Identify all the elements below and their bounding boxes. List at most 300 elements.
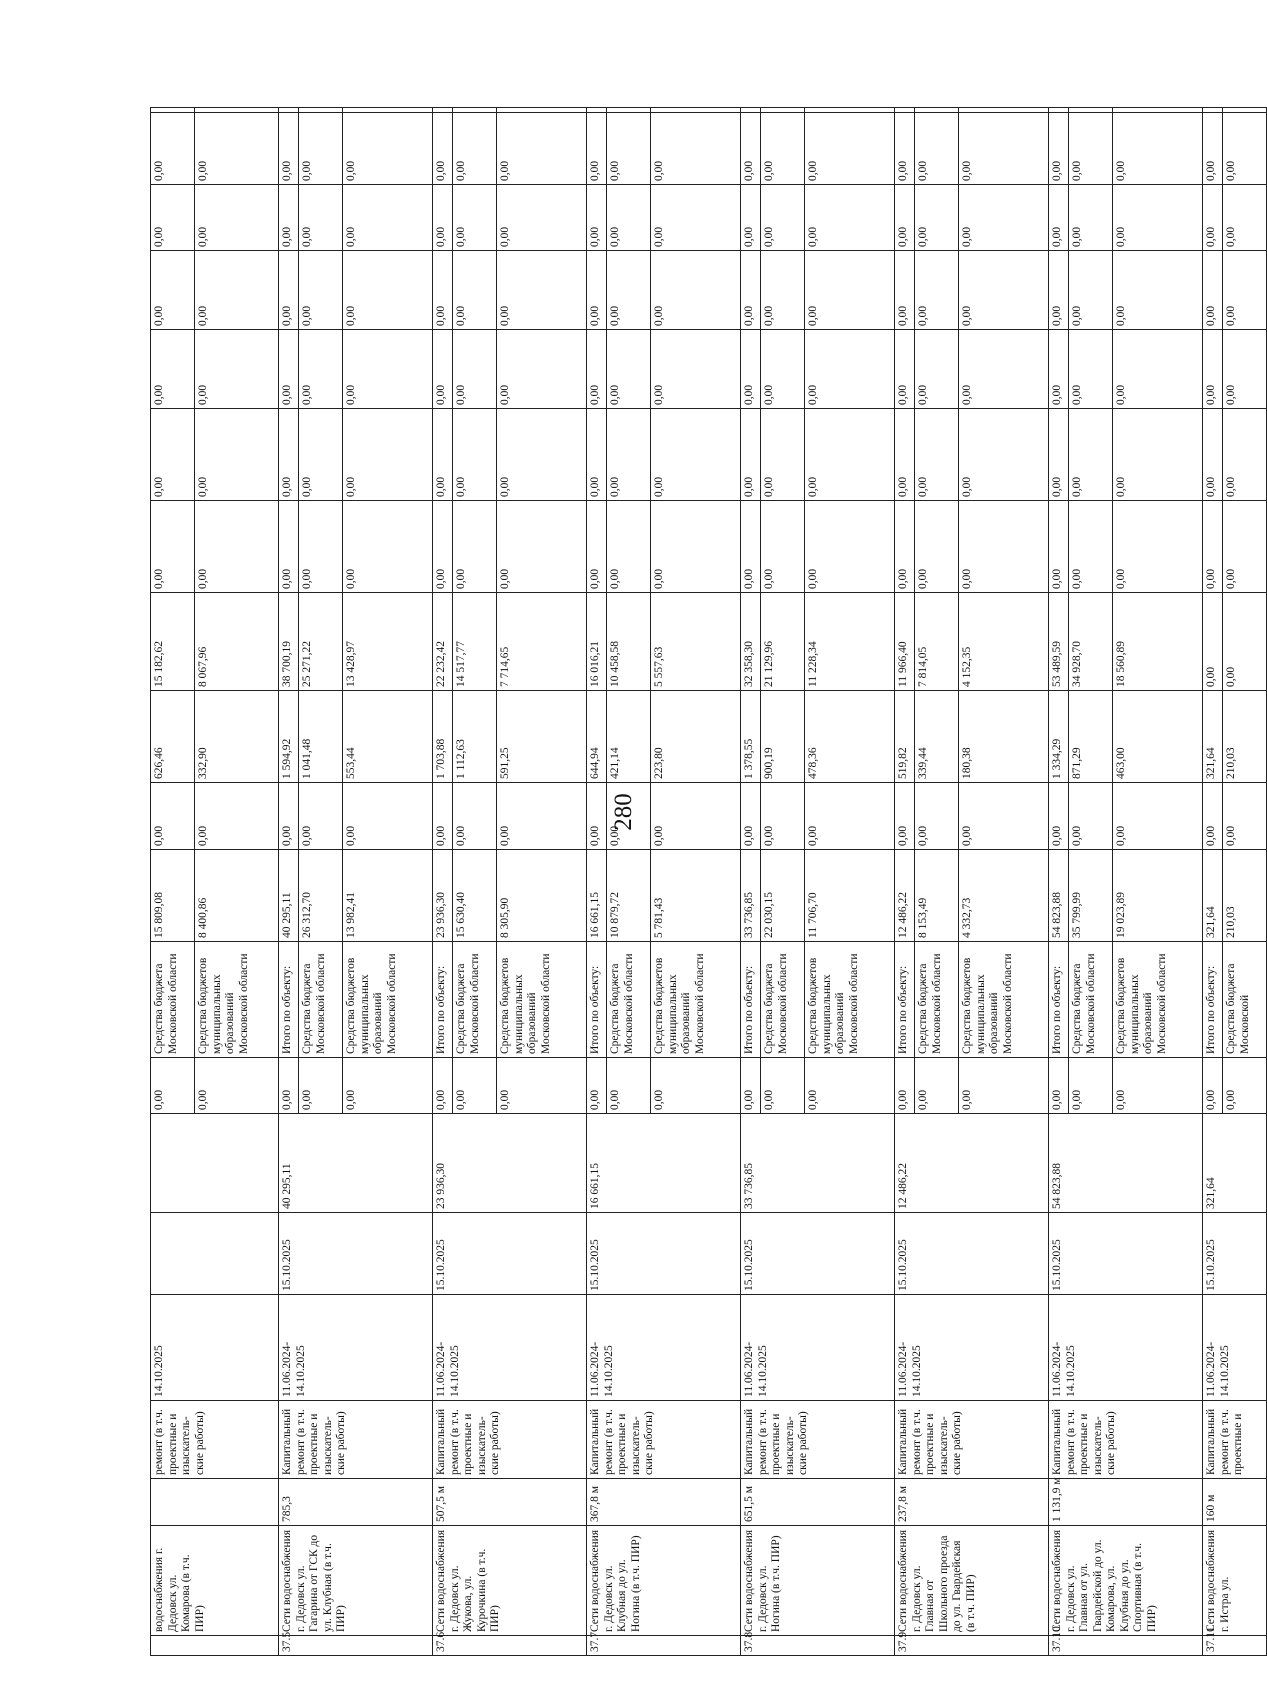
object-length: 160 м	[1203, 1479, 1267, 1526]
amount-cell: 0,00	[433, 185, 453, 251]
work-period: 11.06.2024-14.10.2025	[1049, 1295, 1203, 1401]
amount-cell: 0,00	[741, 113, 761, 185]
amount-cell: 0,00	[915, 251, 959, 330]
amount-cell: 339,44	[915, 691, 959, 783]
amount-cell: 0,00	[651, 251, 741, 330]
edge-cell	[741, 108, 761, 113]
edge-cell	[497, 108, 587, 113]
amount-cell: 0,00	[343, 783, 433, 850]
amount-cell: 0,00	[151, 783, 195, 850]
funding-source: Итого по объекту:	[587, 942, 607, 1058]
edge-cell	[651, 108, 741, 113]
amount-cell: 0,00	[607, 330, 651, 409]
amount-cell: 34 928,70	[1069, 593, 1113, 691]
amount-cell: 0,00	[299, 330, 343, 409]
amount-cell: 0,00	[279, 113, 299, 185]
amount-cell: 8 067,96	[195, 593, 279, 691]
amount-cell: 0,00	[1069, 251, 1113, 330]
funding-source: Средства бюджета Московской	[1223, 942, 1267, 1058]
work-period: 11.06.2024-14.10.2025	[279, 1295, 433, 1401]
amount-cell: 21 129,96	[761, 593, 805, 691]
opening-date	[151, 1213, 279, 1295]
amount-cell: 0,00	[497, 251, 587, 330]
amount-cell: 223,80	[651, 691, 741, 783]
financing-percent: 0,00	[433, 1058, 453, 1114]
work-type: Капитальный ремонт (в т.ч. проектные и изыскатель-ские работы)	[895, 1401, 1049, 1479]
amount-cell: 0,00	[497, 113, 587, 185]
opening-date: 15.10.2025	[895, 1213, 1049, 1295]
cost-limit: 12 486,22	[895, 1114, 1049, 1213]
amount-cell: 321,64	[1203, 850, 1223, 942]
amount-cell: 0,00	[151, 409, 195, 501]
amount-cell: 38 700,19	[279, 593, 299, 691]
cost-limit: 16 661,15	[587, 1114, 741, 1213]
amount-cell: 0,00	[1113, 185, 1203, 251]
amount-cell: 0,00	[343, 330, 433, 409]
amount-cell: 0,00	[651, 783, 741, 850]
amount-cell: 0,00	[279, 330, 299, 409]
amount-cell: 0,00	[741, 185, 761, 251]
financing-percent: 0,00	[651, 1058, 741, 1114]
amount-cell: 519,82	[895, 691, 915, 783]
page-number: 280	[610, 793, 637, 831]
object-length	[151, 1479, 279, 1526]
amount-cell: 0,00	[587, 501, 607, 593]
amount-cell: 0,00	[741, 783, 761, 850]
amount-cell: 23 936,30	[433, 850, 453, 942]
amount-cell: 0,00	[1203, 330, 1223, 409]
work-period: 11.06.2024-14.10.2025	[895, 1295, 1049, 1401]
amount-cell: 35 799,99	[1069, 850, 1113, 942]
amount-cell: 0,00	[1113, 783, 1203, 850]
amount-cell: 4 332,73	[959, 850, 1049, 942]
financing-percent: 0,00	[299, 1058, 343, 1114]
amount-cell: 332,90	[195, 691, 279, 783]
work-type: Капитальный ремонт (в т.ч. проектные и изыскатель-ские работы)	[741, 1401, 895, 1479]
amount-cell: 0,00	[651, 501, 741, 593]
amount-cell: 0,00	[1203, 593, 1223, 691]
opening-date: 15.10.2025	[1049, 1213, 1203, 1295]
amount-cell: 0,00	[761, 330, 805, 409]
amount-cell: 0,00	[1223, 185, 1267, 251]
amount-cell: 0,00	[805, 113, 895, 185]
amount-cell: 0,00	[607, 783, 651, 850]
amount-cell: 0,00	[895, 185, 915, 251]
funding-source: Средства бюджетов муниципальных образований Московской области	[343, 942, 433, 1058]
amount-cell: 0,00	[959, 409, 1049, 501]
amount-cell: 5 557,63	[651, 593, 741, 691]
cost-limit: 54 823,88	[1049, 1114, 1203, 1213]
edge-cell	[1069, 108, 1113, 113]
amount-cell: 0,00	[915, 501, 959, 593]
amount-cell: 0,00	[959, 185, 1049, 251]
object-line	[895, 108, 915, 1656]
financing-percent: 0,00	[1223, 1058, 1267, 1114]
amount-cell: 0,00	[195, 783, 279, 850]
amount-cell: 0,00	[279, 251, 299, 330]
amount-cell: 0,00	[895, 330, 915, 409]
amount-cell: 0,00	[741, 409, 761, 501]
object-line	[279, 108, 299, 1656]
funding-source: Средства бюджетов муниципальных образований Московской области	[1113, 942, 1203, 1058]
financing-percent: 0,00	[587, 1058, 607, 1114]
funding-source: Средства бюджета Московской области	[151, 942, 195, 1058]
amount-cell: 0,00	[761, 185, 805, 251]
rotated-table-sheet	[150, 109, 1251, 1656]
work-period: 11.06.2024-14.10.2025	[587, 1295, 741, 1401]
work-type: Капитальный ремонт (в т.ч. проектные и изыскатель-ские работы)	[279, 1401, 433, 1479]
financing-percent: 0,00	[741, 1058, 761, 1114]
amount-cell: 0,00	[1069, 501, 1113, 593]
amount-cell: 0,00	[279, 409, 299, 501]
funding-source: Средства бюджетов муниципальных образований Московской области	[195, 942, 279, 1058]
amount-cell: 0,00	[761, 113, 805, 185]
amount-cell: 0,00	[343, 501, 433, 593]
amount-cell: 0,00	[587, 783, 607, 850]
amount-cell: 0,00	[895, 113, 915, 185]
financing-percent: 0,00	[1113, 1058, 1203, 1114]
amount-cell: 8 400,86	[195, 850, 279, 942]
edge-cell	[959, 108, 1049, 113]
amount-cell: 0,00	[195, 330, 279, 409]
opening-date: 15.10.2025	[279, 1213, 433, 1295]
amount-cell: 0,00	[1049, 185, 1069, 251]
amount-cell: 0,00	[1223, 330, 1267, 409]
work-type: Капитальный ремонт (в т.ч. проектные и	[1203, 1401, 1267, 1479]
funding-source: Средства бюджета Московской области	[1069, 942, 1113, 1058]
work-type: Капитальный ремонт (в т.ч. проектные и изыскатель-ские работы)	[433, 1401, 587, 1479]
amount-cell: 0,00	[453, 330, 497, 409]
amount-cell: 0,00	[195, 113, 279, 185]
financing-percent: 0,00	[343, 1058, 433, 1114]
amount-cell: 0,00	[299, 113, 343, 185]
amount-cell: 0,00	[607, 501, 651, 593]
amount-cell: 0,00	[805, 783, 895, 850]
amount-cell: 0,00	[607, 113, 651, 185]
amount-cell: 0,00	[959, 501, 1049, 593]
work-period: 11.06.2024-14.10.2025	[741, 1295, 895, 1401]
funding-source: Средства бюджета Московской области	[915, 942, 959, 1058]
funding-source: Итого по объекту:	[741, 942, 761, 1058]
amount-cell: 0,00	[915, 409, 959, 501]
opening-date: 15.10.2025	[1203, 1213, 1267, 1295]
amount-cell: 0,00	[607, 409, 651, 501]
edge-cell	[607, 108, 651, 113]
object-name: Сети водоснабжения г. Дедовск ул. Ногина (в т.ч. ПИР)	[741, 1526, 895, 1636]
object-name: Сети водоснабжения г. Дедовск ул. Главная от ул. Гвардейской до ул. Комарова, ул. Клубная до ул. Спортивная (в т.ч. ПИР)	[1049, 1526, 1203, 1636]
amount-cell: 0,00	[151, 113, 195, 185]
financing-percent: 0,00	[895, 1058, 915, 1114]
amount-cell: 0,00	[279, 783, 299, 850]
row-number: 37.9	[895, 1636, 1049, 1656]
amount-cell: 0,00	[1049, 783, 1069, 850]
cost-limit: 40 295,11	[279, 1114, 433, 1213]
financing-percent: 0,00	[1069, 1058, 1113, 1114]
amount-cell: 0,00	[433, 113, 453, 185]
funding-source: Итого по объекту:	[895, 942, 915, 1058]
amount-cell: 0,00	[959, 251, 1049, 330]
edge-cell	[299, 108, 343, 113]
amount-cell: 0,00	[195, 251, 279, 330]
row-number: 37.8	[741, 1636, 895, 1656]
amount-cell: 0,00	[1113, 409, 1203, 501]
amount-cell: 0,00	[1223, 501, 1267, 593]
object-length: 651,5 м	[741, 1479, 895, 1526]
amount-cell: 10 458,58	[607, 593, 651, 691]
amount-cell: 0,00	[805, 501, 895, 593]
amount-cell: 0,00	[453, 251, 497, 330]
edge-cell	[587, 108, 607, 113]
amount-cell: 0,00	[1113, 251, 1203, 330]
amount-cell: 0,00	[915, 330, 959, 409]
funding-source: Средства бюджетов муниципальных образований Московской области	[651, 942, 741, 1058]
object-name: Сети водоснабжения г. Дедовск ул. Жукова, ул. Курочкина (в т.ч. ПИР)	[433, 1526, 587, 1636]
amount-cell: 0,00	[195, 409, 279, 501]
amount-cell: 0,00	[1203, 783, 1223, 850]
amount-cell: 18 560,89	[1113, 593, 1203, 691]
funding-source: Итого по объекту:	[279, 942, 299, 1058]
object-line	[587, 108, 607, 1656]
amount-cell: 54 823,88	[1049, 850, 1069, 942]
financing-percent: 0,00	[761, 1058, 805, 1114]
amount-cell: 0,00	[761, 783, 805, 850]
amount-cell: 0,00	[497, 409, 587, 501]
amount-cell: 0,00	[1069, 409, 1113, 501]
amount-cell: 0,00	[1203, 185, 1223, 251]
amount-cell: 16 016,21	[587, 593, 607, 691]
edge-cell	[151, 108, 195, 113]
edge-cell	[433, 108, 453, 113]
work-period: 11.06.2024-14.10.2025	[433, 1295, 587, 1401]
amount-cell: 180,38	[959, 691, 1049, 783]
amount-cell: 0,00	[1069, 783, 1113, 850]
amount-cell: 0,00	[343, 251, 433, 330]
amount-cell: 0,00	[1203, 251, 1223, 330]
amount-cell: 0,00	[959, 783, 1049, 850]
amount-cell: 4 152,35	[959, 593, 1049, 691]
amount-cell: 53 489,59	[1049, 593, 1069, 691]
amount-cell: 0,00	[1223, 593, 1267, 691]
amount-cell: 15 630,40	[453, 850, 497, 942]
funding-source: Средства бюджетов муниципальных образований Московской области	[497, 942, 587, 1058]
amount-cell: 0,00	[1069, 330, 1113, 409]
amount-cell: 0,00	[607, 251, 651, 330]
amount-cell: 0,00	[1113, 113, 1203, 185]
amount-cell: 0,00	[587, 185, 607, 251]
amount-cell: 19 023,89	[1113, 850, 1203, 942]
amount-cell: 11 706,70	[805, 850, 895, 942]
row-number: 37.11	[1203, 1636, 1267, 1656]
amount-cell: 0,00	[651, 185, 741, 251]
cost-limit	[151, 1114, 279, 1213]
edge-cell	[343, 108, 433, 113]
cost-limit: 33 736,85	[741, 1114, 895, 1213]
amount-cell: 0,00	[805, 330, 895, 409]
amount-cell: 0,00	[453, 409, 497, 501]
amount-cell: 7 814,05	[915, 593, 959, 691]
funding-source: Итого по объекту:	[1203, 942, 1223, 1058]
amount-cell: 463,00	[1113, 691, 1203, 783]
financing-percent: 0,00	[151, 1058, 195, 1114]
amount-cell: 15 182,62	[151, 593, 195, 691]
amount-cell: 0,00	[895, 783, 915, 850]
amount-cell: 8 305,90	[497, 850, 587, 942]
work-type: ремонт (в т.ч. проектные и изыскатель-ские работы)	[151, 1401, 279, 1479]
amount-cell: 0,00	[299, 783, 343, 850]
object-name: Сети водоснабжения г. Дедовск ул. Главная от Школьного проезда до ул. Гвардейская (в т.ч. ПИР)	[895, 1526, 1049, 1636]
amount-cell: 40 295,11	[279, 850, 299, 942]
row-number: 37.6	[433, 1636, 587, 1656]
amount-cell: 7 714,65	[497, 593, 587, 691]
amount-cell: 25 271,22	[299, 593, 343, 691]
amount-cell: 0,00	[453, 185, 497, 251]
amount-cell: 0,00	[299, 409, 343, 501]
amount-cell: 0,00	[761, 251, 805, 330]
amount-cell: 0,00	[343, 185, 433, 251]
amount-cell: 0,00	[1113, 501, 1203, 593]
amount-cell: 5 781,43	[651, 850, 741, 942]
amount-cell: 0,00	[453, 113, 497, 185]
amount-cell: 0,00	[299, 501, 343, 593]
edge-cell	[1223, 108, 1267, 113]
amount-cell: 22 030,15	[761, 850, 805, 942]
amount-cell: 0,00	[343, 409, 433, 501]
amount-cell: 0,00	[959, 113, 1049, 185]
object-name: Сети водоснабжения г. Дедовск ул. Гагарина от ГСК до ул. Клубная (в т.ч. ПИР)	[279, 1526, 433, 1636]
amount-cell: 0,00	[915, 113, 959, 185]
financing-percent: 0,00	[607, 1058, 651, 1114]
amount-cell: 0,00	[1203, 409, 1223, 501]
amount-cell: 0,00	[607, 185, 651, 251]
financing-percent: 0,00	[1203, 1058, 1223, 1114]
amount-cell: 0,00	[195, 185, 279, 251]
financing-percent: 0,00	[1049, 1058, 1069, 1114]
amount-cell: 0,00	[1049, 113, 1069, 185]
financing-percent: 0,00	[279, 1058, 299, 1114]
amount-cell: 871,29	[1069, 691, 1113, 783]
amount-cell: 8 153,49	[915, 850, 959, 942]
amount-cell: 1 112,63	[453, 691, 497, 783]
funding-source: Итого по объекту:	[1049, 942, 1069, 1058]
amount-cell: 0,00	[151, 330, 195, 409]
amount-cell: 0,00	[497, 501, 587, 593]
amount-cell: 15 809,08	[151, 850, 195, 942]
amount-cell: 0,00	[151, 185, 195, 251]
amount-cell: 0,00	[279, 501, 299, 593]
amount-cell: 10 879,72	[607, 850, 651, 942]
amount-cell: 0,00	[805, 251, 895, 330]
amount-cell: 0,00	[1069, 113, 1113, 185]
amount-cell: 0,00	[433, 330, 453, 409]
amount-cell: 0,00	[279, 185, 299, 251]
row-number: 37.5	[279, 1636, 433, 1656]
amount-cell: 0,00	[497, 185, 587, 251]
amount-cell: 0,00	[1203, 113, 1223, 185]
amount-cell: 1 703,88	[433, 691, 453, 783]
object-funding-table	[150, 107, 1267, 1656]
amount-cell: 0,00	[433, 501, 453, 593]
amount-cell: 478,36	[805, 691, 895, 783]
amount-cell: 0,00	[1049, 409, 1069, 501]
amount-cell: 210,03	[1223, 691, 1267, 783]
amount-cell: 0,00	[587, 409, 607, 501]
edge-cell	[895, 108, 915, 113]
financing-percent: 0,00	[497, 1058, 587, 1114]
amount-cell: 11 966,40	[895, 593, 915, 691]
funding-source: Средства бюджета Московской области	[607, 942, 651, 1058]
amount-cell: 0,00	[651, 409, 741, 501]
amount-cell: 0,00	[453, 501, 497, 593]
amount-cell: 0,00	[299, 185, 343, 251]
amount-cell: 0,00	[1223, 113, 1267, 185]
edge-cell	[453, 108, 497, 113]
edge-cell	[1049, 108, 1069, 113]
amount-cell: 0,00	[1049, 501, 1069, 593]
object-name: Сети водоснабжения г. Дедовск ул. Клубная до ул. Ногина (в т.ч. ПИР)	[587, 1526, 741, 1636]
funding-source: Средства бюджета Московской области	[761, 942, 805, 1058]
amount-cell: 0,00	[895, 409, 915, 501]
amount-cell: 421,14	[607, 691, 651, 783]
edge-cell	[1113, 108, 1203, 113]
amount-cell: 0,00	[1049, 330, 1069, 409]
amount-cell: 0,00	[761, 501, 805, 593]
amount-cell: 0,00	[195, 501, 279, 593]
amount-cell: 0,00	[433, 783, 453, 850]
amount-cell: 0,00	[299, 251, 343, 330]
edge-cell	[195, 108, 279, 113]
amount-cell: 0,00	[805, 409, 895, 501]
amount-cell: 0,00	[805, 185, 895, 251]
object-length: 785,3	[279, 1479, 433, 1526]
work-type: Капитальный ремонт (в т.ч. проектные и изыскатель-ские работы)	[1049, 1401, 1203, 1479]
row-number: 37.7	[587, 1636, 741, 1656]
amount-cell: 33 736,85	[741, 850, 761, 942]
amount-cell: 1 041,48	[299, 691, 343, 783]
amount-cell: 1 594,92	[279, 691, 299, 783]
amount-cell: 0,00	[741, 330, 761, 409]
amount-cell: 0,00	[1113, 330, 1203, 409]
funding-source: Средства бюджетов муниципальных образований Московской области	[959, 942, 1049, 1058]
amount-cell: 0,00	[343, 113, 433, 185]
financing-percent: 0,00	[453, 1058, 497, 1114]
amount-cell: 26 312,70	[299, 850, 343, 942]
amount-cell: 553,44	[343, 691, 433, 783]
amount-cell: 0,00	[915, 783, 959, 850]
cost-limit: 23 936,30	[433, 1114, 587, 1213]
funding-source: Средства бюджетов муниципальных образований Московской области	[805, 942, 895, 1058]
amount-cell: 0,00	[1049, 251, 1069, 330]
amount-cell: 0,00	[433, 409, 453, 501]
amount-cell: 0,00	[587, 113, 607, 185]
amount-cell: 0,00	[587, 251, 607, 330]
amount-cell: 22 232,42	[433, 593, 453, 691]
amount-cell: 16 661,15	[587, 850, 607, 942]
amount-cell: 0,00	[959, 330, 1049, 409]
funding-source: Итого по объекту:	[433, 942, 453, 1058]
amount-cell: 0,00	[1203, 501, 1223, 593]
row-number: 37.10	[1049, 1636, 1203, 1656]
opening-date: 15.10.2025	[741, 1213, 895, 1295]
edge-cell	[761, 108, 805, 113]
work-period: 11.06.2024-14.10.2025	[1203, 1295, 1267, 1401]
amount-cell: 210,03	[1223, 850, 1267, 942]
financing-percent: 0,00	[959, 1058, 1049, 1114]
object-line	[1203, 108, 1223, 1656]
amount-cell: 0,00	[741, 251, 761, 330]
object-line	[1049, 108, 1069, 1656]
amount-cell: 13 428,97	[343, 593, 433, 691]
amount-cell: 32 358,30	[741, 593, 761, 691]
